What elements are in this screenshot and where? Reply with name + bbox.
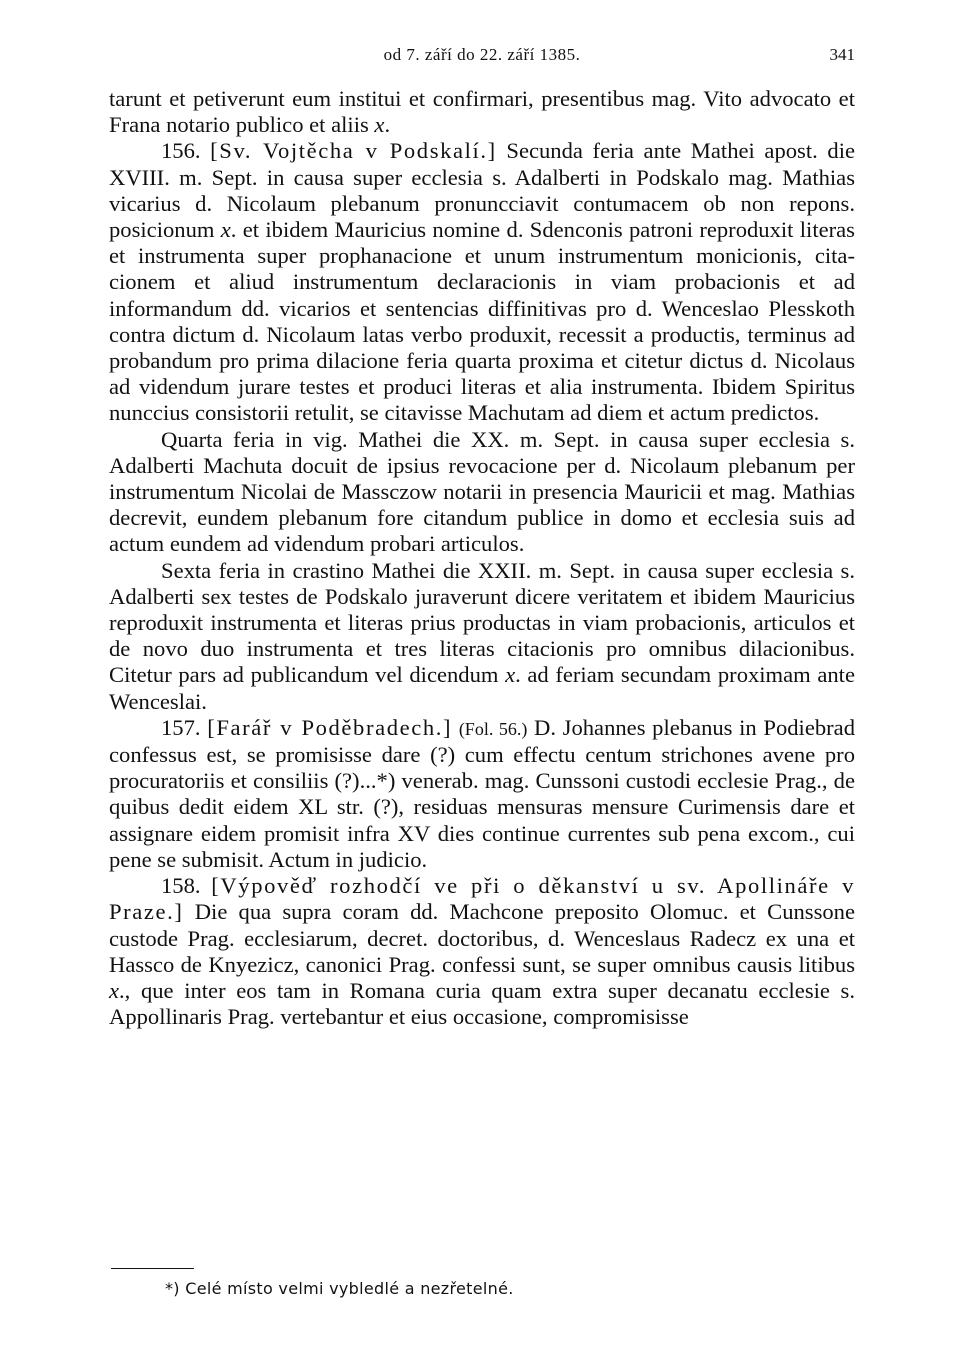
entry-heading: [Výpověď rozhodčí ve při o děkanství u sv. Apollináře v Praze.] <box>109 873 856 925</box>
italic-abbreviation: x <box>374 112 385 138</box>
running-title: od 7. září do 22. září 1385. <box>383 45 581 64</box>
text-run: Die qua supra coram dd. Machcone preposito Olomuc. et Cunssone custode Prag. ecclesiarum, decret. doctoribus, d. Wenceslaus Radecz ex una et Hassco de Knyezicz, canonici Prag. confessi sunt, se super omnibus causis litibus <box>109 899 855 977</box>
text-run: 156. <box>161 138 211 164</box>
italic-abbreviation: x <box>505 662 516 688</box>
entry-heading: [Farář v Poděbradech.] <box>207 714 453 740</box>
text-run: tarunt et petiverunt eum institui et confirmari, presentibus mag. Vito advocato et Frana notario publico et aliis <box>109 86 855 138</box>
text-run <box>452 715 459 740</box>
footnote: *) Celé místo velmi vybledlé a nezřetelné. <box>165 1279 514 1298</box>
text-run: . <box>384 112 391 138</box>
text-run: . ad feriam secundam proximam ante Wenceslai. <box>109 662 855 714</box>
paragraph-p-continuation <box>109 86 855 138</box>
text-run: Quarta feria in vig. Mathei die XX. m. Sept. in causa super ecclesia s. Adalberti Machuta docuit de ipsius revocacione per d. Nicolaum plebanum per instrumentum Nicolai de Massczow notarii in presencia Mauricii et mag. Mathias decrevit, eundem plebanum fore citandum publice in domo et ecclesia suis ad actum eundem ad videndum probari articulos. <box>109 426 855 557</box>
text-run: 158. <box>161 873 212 899</box>
text-run: D. Johannes plebanus in Podiebrad confessus est, se promisisse dare (?) cum effectu centum strichones avene pro procuratoriis et consiliis (?)...*) venerab. mag. Cunssoni custodi ecclesie Prag., de quibus dedit eidem XL str. (?), residuas mensuras mensure Curimensis dare et assignare eidem promisit infra XV dies continue currentes sub pena excom., cui pene se submisit. Actum in judicio. <box>109 714 856 872</box>
entry-heading: [Sv. Vojtěcha v Podskalí.] <box>210 138 497 164</box>
text-run: 157. <box>161 714 208 740</box>
text-run: Secunda feria ante Mathei apost. die XVIII. m. Sept. in causa super ecclesia s. Adalberti in Podskalo mag. Mathias vicarius d. Nicolaum plebanum pronuncciavit contumacem ob non repons. posicionum <box>109 138 856 243</box>
text-run: Sexta feria in crastino Mathei die XXII. m. Sept. in causa super ecclesia s. Adalberti sex testes de Podskalo juraverunt dicere veritatem et ibidem Mauricius reproduxit instrumenta et literas prius productas in viam probacionis, articulos et de novo duo instrumenta et tres literas citacionis pro omnibus dilacionibus. Citetur pars ad publicandum vel dicendum <box>109 557 855 688</box>
page-number: 341 <box>829 45 855 64</box>
paragraph-p-quarta-feria <box>109 427 855 558</box>
running-head <box>109 38 855 72</box>
text-run: . et ibidem Mauricius nomine d. Sdenconis patroni reproduxit literas et instrumenta super prophanacione et unum instrumentum monicionis, citacionem et aliud instrumentum declaracionis in viam probacionis et ad informandum dd. vicarios et sentencias diffinitivas pro d. Wenceslao Plesskoth contra dictum d. Nicolaum latas verbo produxit, recessit a productis, terminus ad probandum pro prima dilacione feria quarta proxima et citetur dictus d. Nicolaus ad videndum jurare testes et produci literas et alia instrumenta. Ibidem Spiritus nunccius consistorii retulit, se citavisse Machutam ad diem et actum predictos. <box>109 217 855 426</box>
footnote-divider <box>111 1268 194 1269</box>
paragraph-p-157 <box>109 715 855 873</box>
italic-abbreviation: x <box>220 217 231 243</box>
paragraph-p-158 <box>109 873 855 1030</box>
folio-reference: (Fol. 56.) <box>458 718 528 739</box>
body-text <box>109 86 855 1030</box>
italic-abbreviation: x <box>109 977 120 1003</box>
paragraph-p-156 <box>109 138 855 426</box>
paragraph-p-sexta-feria <box>109 558 855 715</box>
book-page <box>109 38 855 1030</box>
text-run: ., que inter eos tam in Romana curia quam extra super decanatu ecclesie s. Appollinaris Prag. vertebantur et eius occasione, compromisisse <box>109 977 855 1030</box>
